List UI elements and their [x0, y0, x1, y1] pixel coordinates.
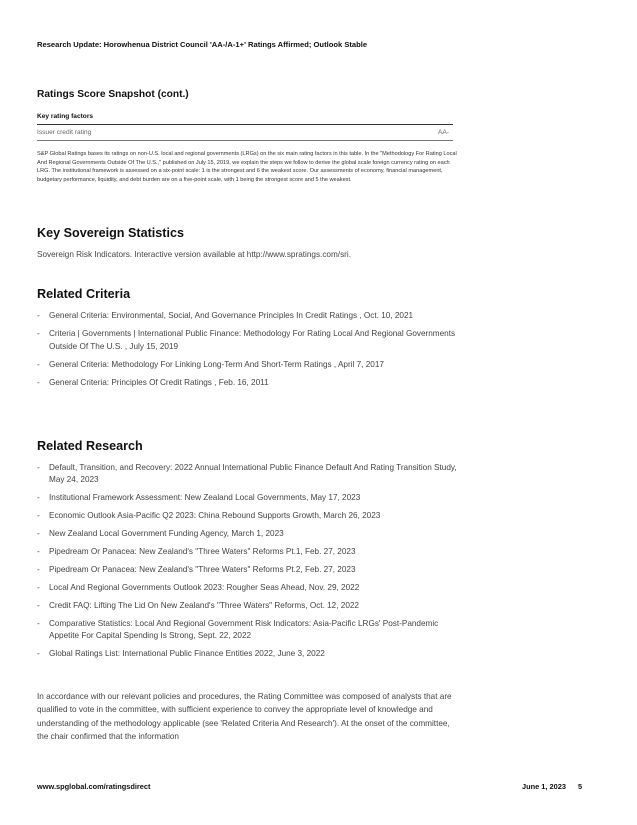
- research-section-title: Related Research: [37, 439, 143, 453]
- page-header-title: Research Update: Horowhenua District Council 'AA-/A-1+' Ratings Affirmed; Outlook Stable: [37, 40, 368, 49]
- research-link[interactable]: Institutional Framework Assessment: New Zealand Local Governments, May 17, 2023: [49, 493, 361, 503]
- list-item[interactable]: - Default, Transition, and Recovery: 2022 Annual International Public Finance Default And Rating Transition Study, May 24, 2023: [37, 463, 457, 485]
- list-item[interactable]: - General Criteria: Principles Of Credit Ratings , Feb. 16, 2011: [37, 378, 269, 388]
- list-item[interactable]: - New Zealand Local Government Funding Agency, March 1, 2023: [37, 529, 284, 539]
- sovereign-text: Sovereign Risk Indicators. Interactive version available at http://www.spratings.com/sri.: [37, 250, 351, 259]
- footer-date: June 1, 2023: [522, 782, 566, 791]
- research-list: [37, 462, 457, 666]
- criteria-link[interactable]: Criteria | Governments | International Public Finance: Methodology For Rating Local And Regional Governments Outside Of The U.S. , July 15, 2019: [49, 329, 456, 351]
- list-item[interactable]: - General Criteria: Methodology For Linking Long-Term And Short-Term Ratings , April 7, 2017: [37, 359, 384, 369]
- row-value: AA-: [438, 129, 449, 136]
- list-item[interactable]: - Economic Outlook Asia-Pacific Q2 2023: China Rebound Supports Growth, March 26, 2023: [37, 511, 381, 521]
- key-rating-factors-label: Key rating factors: [37, 113, 94, 120]
- table-top-rule: [37, 124, 453, 125]
- page-number: 5: [577, 782, 583, 791]
- list-item[interactable]: - Credit FAQ: Lifting The Lid On New Zealand's "Three Waters" Reforms, Oct. 12, 2022: [37, 601, 359, 611]
- criteria-link[interactable]: General Criteria: Principles Of Credit Ratings , Feb. 16, 2011: [49, 378, 269, 388]
- research-link[interactable]: Pipedream Or Panacea: New Zealand's "Three Waters" Reforms Pt.1, Feb. 27, 2023: [49, 547, 356, 557]
- list-item[interactable]: - Local And Regional Governments Outlook 2023: Rougher Seas Ahead, Nov. 29, 2022: [37, 583, 360, 593]
- snapshot-footnote: S&P Global Ratings bases its ratings on non-U.S. local and regional governments (LRGs) on the six main rating factors in this table. In the "Methodology For Rating Local And Regional Governments Outside Of The U.S.," published on July 15, 2019, we explain the steps we follow to derive the global scale foreign currency rating on each LRG. The institutional framework is assessed on a six-point scale: 1 is the strongest and 6 the weakest score. Our assessments of economy, financial management, budgetary performance, liquidity, and debt burden are on a five-point scale, with 1 being the strongest score and 5 the weakest.: [37, 151, 457, 183]
- sovereign-section-title: Key Sovereign Statistics: [37, 226, 184, 240]
- research-link[interactable]: Global Ratings List: International Public Finance Entities 2022, June 3, 2022: [49, 649, 325, 659]
- snapshot-title: Ratings Score Snapshot (cont.): [37, 89, 189, 100]
- criteria-section-title: Related Criteria: [37, 287, 131, 301]
- list-item[interactable]: - General Criteria: Environmental, Social, And Governance Principles In Credit Ratings , Oct. 10, 2021: [37, 311, 414, 320]
- research-link[interactable]: Default, Transition, and Recovery: 2022 Annual International Public Finance Default And Rating Transition Study, May 24, 2023: [49, 463, 457, 485]
- footer-date-page: [522, 782, 582, 791]
- list-item[interactable]: - Pipedream Or Panacea: New Zealand's "Three Waters" Reforms Pt.2, Feb. 27, 2023: [37, 565, 356, 575]
- research-link[interactable]: New Zealand Local Government Funding Agency, March 1, 2023: [49, 529, 284, 539]
- list-item[interactable]: - Criteria | Governments | International Public Finance: Methodology For Rating Local And Regional Governments Outside Of The U.S. , July 15, 2019: [37, 329, 456, 351]
- table-bottom-rule: [37, 140, 453, 141]
- research-link[interactable]: Local And Regional Governments Outlook 2023: Rougher Seas Ahead, Nov. 29, 2022: [49, 583, 360, 593]
- research-link[interactable]: Pipedream Or Panacea: New Zealand's "Three Waters" Reforms Pt.2, Feb. 27, 2023: [49, 565, 356, 575]
- criteria-link[interactable]: General Criteria: Environmental, Social, And Governance Principles In Credit Ratings , Oct. 10, 2021: [49, 311, 414, 320]
- criteria-link[interactable]: General Criteria: Methodology For Linking Long-Term And Short-Term Ratings , April 7, 2017: [49, 359, 384, 369]
- list-item[interactable]: - Institutional Framework Assessment: New Zealand Local Governments, May 17, 2023: [37, 493, 361, 503]
- table-row: [37, 129, 449, 136]
- criteria-list: [37, 310, 457, 396]
- list-item[interactable]: - Global Ratings List: International Public Finance Entities 2022, June 3, 2022: [37, 649, 325, 659]
- closing-paragraph: In accordance with our relevant policies and procedures, the Rating Committee was composed of analysts that are qualified to vote in the committee, with sufficient experience to convey the appropriate level of knowledge and understanding of the methodology applicable (see 'Related Criteria And Research'). At the onset of the committee, the chair confirmed that the information: [37, 692, 452, 742]
- research-link[interactable]: Credit FAQ: Lifting The Lid On New Zealand's "Three Waters" Reforms, Oct. 12, 2022: [49, 601, 359, 611]
- research-link[interactable]: Comparative Statistics: Local And Regional Government Risk Indicators: Asia-Pacific LRGs' Post-Pandemic Appetite For Capital Spending Is Strong, Sept. 22, 2022: [49, 619, 439, 641]
- row-label: Issuer credit rating: [37, 129, 92, 136]
- list-item[interactable]: - Pipedream Or Panacea: New Zealand's "Three Waters" Reforms Pt.1, Feb. 27, 2023: [37, 547, 356, 557]
- footer-url[interactable]: www.spglobal.com/ratingsdirect: [37, 782, 151, 791]
- research-link[interactable]: Economic Outlook Asia-Pacific Q2 2023: China Rebound Supports Growth, March 26, 2023: [49, 511, 381, 521]
- list-item[interactable]: - Comparative Statistics: Local And Regional Government Risk Indicators: Asia-Pacific LRGs' Post-Pandemic Appetite For Capital Spending Is Strong, Sept. 22, 2022: [37, 619, 439, 641]
